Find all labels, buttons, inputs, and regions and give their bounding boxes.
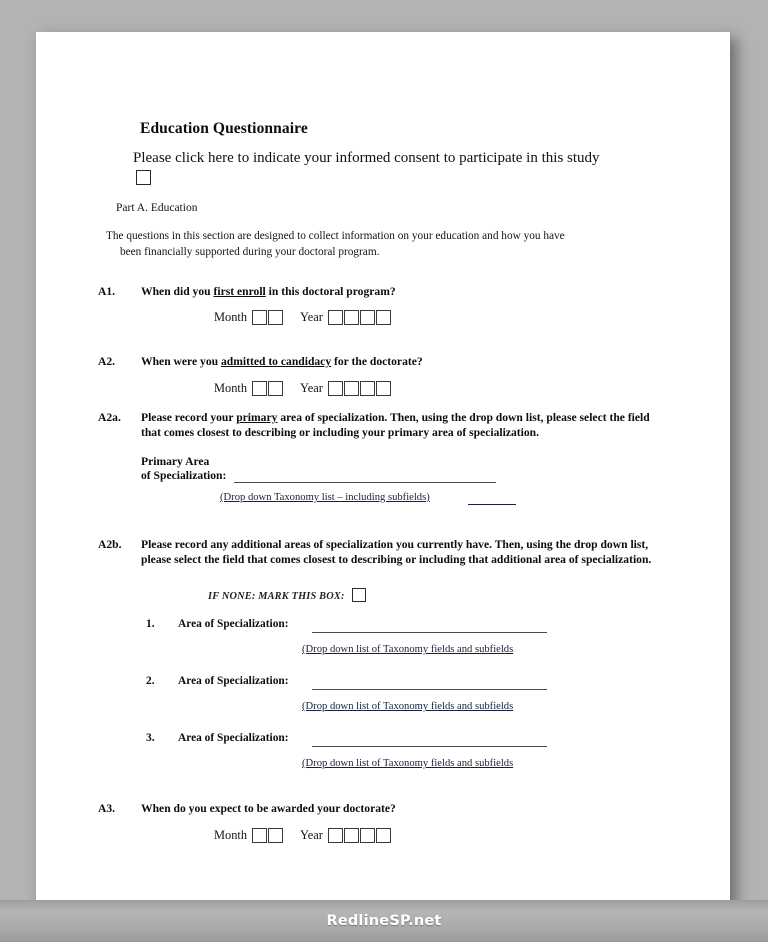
question-a3-number: A3. bbox=[98, 802, 116, 815]
question-a3-month-label: Month bbox=[214, 828, 248, 842]
question-a1-text-before: When did you bbox=[141, 285, 214, 298]
question-a1-date-row bbox=[214, 310, 408, 325]
question-a2-text-before: When were you bbox=[141, 355, 221, 368]
question-a2-year-label: Year bbox=[300, 381, 323, 395]
year-digit-box[interactable] bbox=[360, 828, 375, 843]
watermark-text: RedlineSP.net bbox=[326, 913, 442, 929]
question-a2b-number: A2b. bbox=[98, 538, 122, 551]
spec-item-3-dropdown-caption[interactable]: (Drop down list of Taxonomy fields and subfields bbox=[302, 758, 514, 769]
spec-item-3-input-line[interactable] bbox=[312, 746, 547, 747]
year-digit-box[interactable] bbox=[360, 310, 375, 325]
question-a1-text-underlined: first enroll bbox=[213, 285, 266, 298]
primary-area-caption-tail bbox=[468, 504, 516, 505]
month-digit-box[interactable] bbox=[268, 310, 283, 325]
question-a3-date-row bbox=[214, 828, 408, 843]
question-a2-text-after: for the doctorate? bbox=[331, 355, 423, 368]
month-digit-box[interactable] bbox=[268, 828, 283, 843]
question-a3-year-boxes[interactable] bbox=[328, 828, 392, 843]
section-intro-line2: been financially supported during your doctoral program. bbox=[120, 245, 380, 258]
primary-area-dropdown-caption[interactable]: (Drop down Taxonomy list – including subfields) bbox=[220, 492, 430, 503]
page-title: Education Questionnaire bbox=[140, 120, 308, 137]
consent-checkbox[interactable] bbox=[136, 170, 151, 185]
section-intro bbox=[106, 229, 626, 260]
month-digit-box[interactable] bbox=[268, 381, 283, 396]
question-a2-text-underlined: admitted to candidacy bbox=[220, 355, 332, 368]
primary-area-label bbox=[141, 455, 226, 483]
question-a1-month-label: Month bbox=[214, 310, 248, 324]
question-a2a-text-before: Please record your bbox=[141, 411, 237, 424]
year-digit-box[interactable] bbox=[344, 381, 359, 396]
question-a2-number: A2. bbox=[98, 355, 116, 368]
year-digit-box[interactable] bbox=[360, 381, 375, 396]
spec-item-3-label: Area of Specialization: bbox=[178, 732, 289, 744]
question-a1-month-boxes[interactable] bbox=[252, 310, 284, 325]
question-a1-number: A1. bbox=[98, 285, 116, 298]
year-digit-box[interactable] bbox=[328, 381, 343, 396]
question-a2a-text bbox=[141, 411, 659, 440]
spec-item-2-dropdown-caption[interactable]: (Drop down list of Taxonomy fields and subfields bbox=[302, 701, 514, 712]
spec-item-1-number: 1. bbox=[146, 618, 155, 630]
spec-item-2-input-line[interactable] bbox=[312, 689, 547, 690]
question-a2-month-boxes[interactable] bbox=[252, 381, 284, 396]
consent-statement: Please click here to indicate your informed consent to participate in this study bbox=[133, 150, 600, 166]
question-a1-text bbox=[141, 285, 659, 300]
primary-area-input-line[interactable] bbox=[234, 482, 496, 483]
if-none-label: IF NONE: MARK THIS BOX: bbox=[208, 591, 345, 602]
spec-item-1-dropdown-caption[interactable]: (Drop down list of Taxonomy fields and subfields bbox=[302, 644, 514, 655]
question-a1-year-label: Year bbox=[300, 310, 323, 324]
year-digit-box[interactable] bbox=[328, 310, 343, 325]
question-a2a-text-after: area of specialization. Then, using the drop down list, please select the field that comes closest to describing or including your primary area of specialization. bbox=[141, 411, 650, 439]
question-a1-text-after: in this doctoral program? bbox=[265, 285, 396, 298]
if-none-checkbox[interactable] bbox=[352, 588, 366, 602]
year-digit-box[interactable] bbox=[376, 310, 391, 325]
month-digit-box[interactable] bbox=[252, 310, 267, 325]
question-a3-year-label: Year bbox=[300, 828, 323, 842]
part-label: Part A. Education bbox=[116, 202, 198, 214]
spec-item-2-label: Area of Specialization: bbox=[178, 675, 289, 687]
document-page bbox=[36, 32, 730, 905]
question-a2a-text-underlined: primary bbox=[236, 411, 278, 424]
month-digit-box[interactable] bbox=[252, 828, 267, 843]
year-digit-box[interactable] bbox=[328, 828, 343, 843]
primary-area-label-line2: of Specialization: bbox=[141, 469, 227, 483]
section-intro-line1: The questions in this section are designed to collect information on your education and how you have bbox=[106, 230, 565, 242]
question-a2b-text: Please record any additional areas of specialization you currently have. Then, using the drop down list, please select the field that comes closest to describing or including that additional area of specialization. bbox=[141, 538, 652, 566]
question-a2-text bbox=[141, 355, 659, 370]
question-a2-month-label: Month bbox=[214, 381, 248, 395]
question-a3-text: When do you expect to be awarded your doctorate? bbox=[141, 802, 396, 815]
question-a1-year-boxes[interactable] bbox=[328, 310, 392, 325]
footer-watermark-bar bbox=[0, 900, 768, 942]
year-digit-box[interactable] bbox=[376, 381, 391, 396]
question-a3-month-boxes[interactable] bbox=[252, 828, 284, 843]
spec-item-2-number: 2. bbox=[146, 675, 155, 687]
primary-area-label-line1: Primary Area bbox=[141, 455, 210, 468]
spec-item-1-input-line[interactable] bbox=[312, 632, 547, 633]
spec-item-1-label: Area of Specialization: bbox=[178, 618, 289, 630]
year-digit-box[interactable] bbox=[344, 310, 359, 325]
question-a2a-number: A2a. bbox=[98, 411, 121, 424]
year-digit-box[interactable] bbox=[376, 828, 391, 843]
month-digit-box[interactable] bbox=[252, 381, 267, 396]
question-a2-date-row bbox=[214, 381, 408, 396]
question-a2-year-boxes[interactable] bbox=[328, 381, 392, 396]
year-digit-box[interactable] bbox=[344, 828, 359, 843]
spec-item-3-number: 3. bbox=[146, 732, 155, 744]
